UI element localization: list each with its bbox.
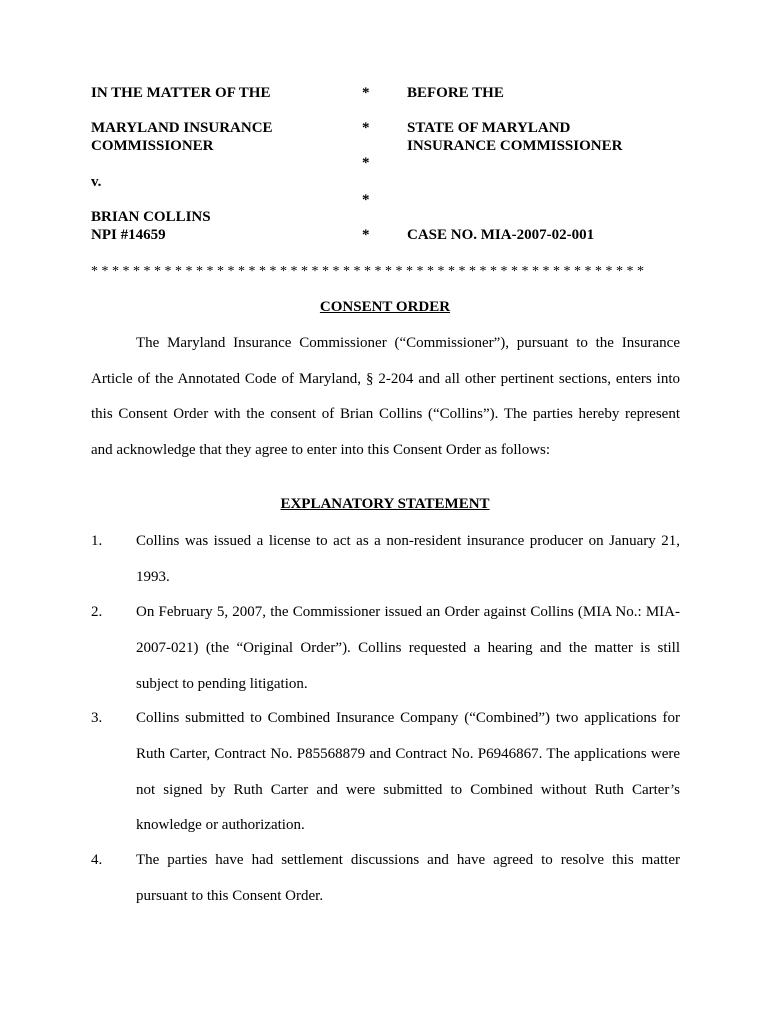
explanatory-statement-title: EXPLANATORY STATEMENT xyxy=(280,496,490,512)
caption-before: BEFORE THE xyxy=(407,85,504,101)
caption-forum-line1: STATE OF MARYLAND xyxy=(407,120,571,136)
item-text: Collins was issued a license to act as a non-resident insurance producer on January 21, 1993. xyxy=(136,533,680,585)
item-number: 4. xyxy=(91,852,103,868)
caption-star: * xyxy=(362,85,370,101)
caption-case-number: CASE NO. MIA-2007-02-001 xyxy=(407,227,595,243)
item-text: The parties have had settlement discussions and have agreed to resolve this matter pursuant to this Consent Order. xyxy=(136,852,680,904)
caption-star: * xyxy=(362,227,370,243)
caption-versus: v. xyxy=(91,174,102,190)
caption-party2-line2: NPI #14659 xyxy=(91,227,166,243)
caption-forum-line2: INSURANCE COMMISSIONER xyxy=(407,138,623,154)
caption-star: * xyxy=(362,155,370,171)
caption-star: * xyxy=(362,192,370,208)
caption-party1-line2: COMMISSIONER xyxy=(91,138,214,154)
item-number: 2. xyxy=(91,604,103,620)
caption-party2-line1: BRIAN COLLINS xyxy=(91,209,211,225)
caption-matter: IN THE MATTER OF THE xyxy=(91,85,271,101)
consent-order-title: CONSENT ORDER xyxy=(319,299,451,315)
item-number: 3. xyxy=(91,710,103,726)
caption-star: * xyxy=(362,120,370,136)
caption-divider: * * * * * * * * * * * * * * * * * * * * * * * * * * * * * * * * * * * * * * * * * * * * * * * * * * * * * xyxy=(91,264,644,279)
intro-paragraph: The Maryland Insurance Commissioner (“Commissioner”), pursuant to the Insurance Article of the Annotated Code of Maryland, § 2-204 and all other pertinent sections, enters into this Consent Order with the consent of Brian Collins (“Collins”). The parties hereby represent and acknowledge that they agree to enter into this Consent Order as follows: xyxy=(91,335,680,458)
item-text: On February 5, 2007, the Commissioner issued an Order against Collins (MIA No.: MIA-2007-021) (the “Original Order”). Collins requested a hearing and the matter is still subject to pending litigation. xyxy=(136,604,680,692)
item-text: Collins submitted to Combined Insurance Company (“Combined”) two applications for Ruth Carter, Contract No. P85568879 and Contract No. P6946867. The applications were not signed by Ruth Carter and were submitted to Combined without Ruth Carter’s knowledge or authorization. xyxy=(136,710,680,834)
item-number: 1. xyxy=(91,533,103,549)
caption-party1-line1: MARYLAND INSURANCE xyxy=(91,120,273,136)
